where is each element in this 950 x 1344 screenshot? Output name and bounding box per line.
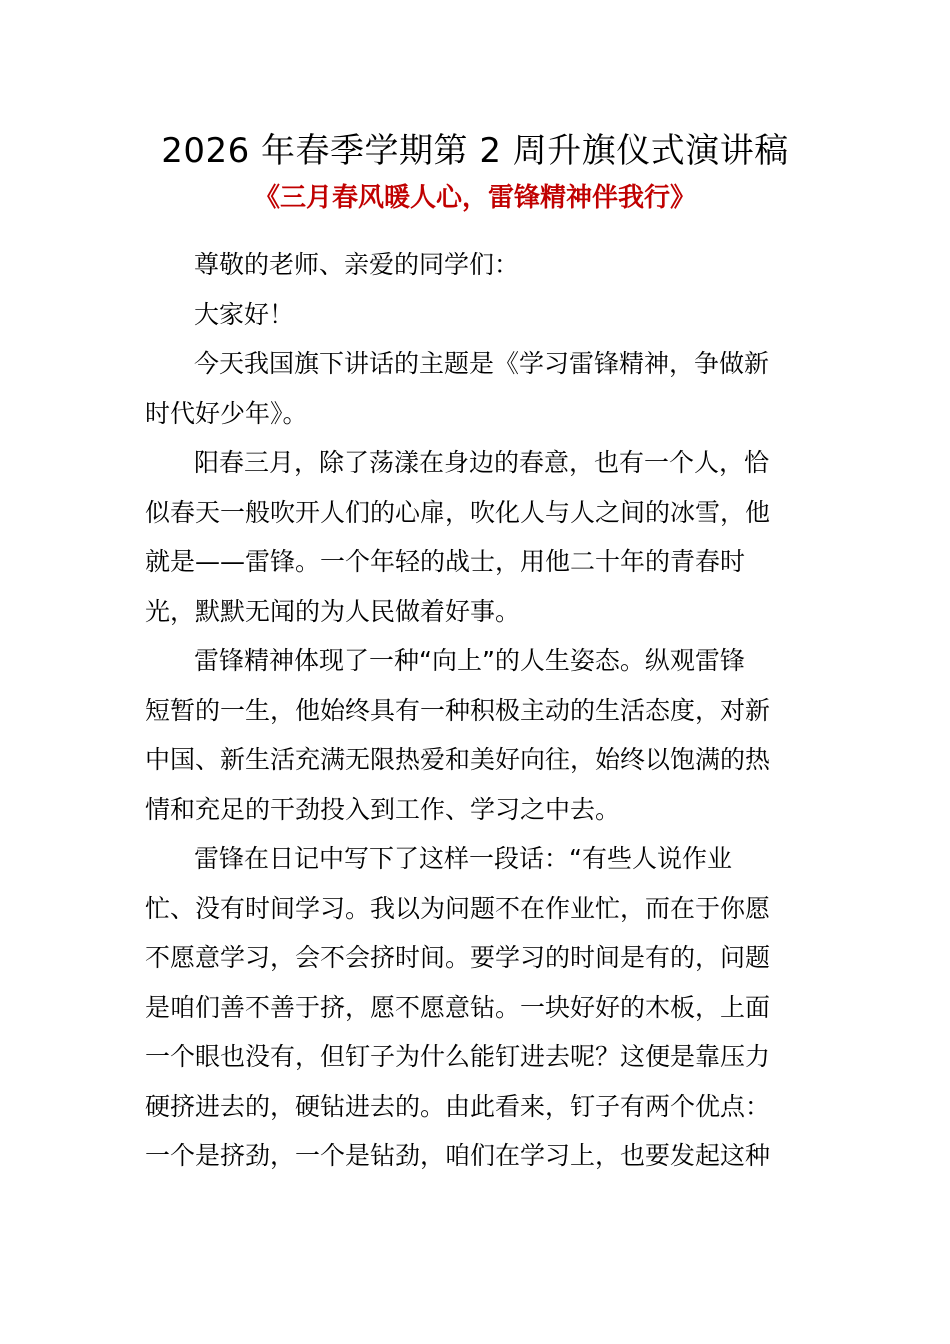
paragraph-line: 雷锋在日记中写下了这样一段话：“有些人说作业: [194, 844, 732, 873]
paragraph-line: 阳春三月，除了荡漾在身边的春意，也有一个人，恰: [194, 448, 770, 477]
paragraph-line: 大家好！: [194, 299, 295, 329]
paragraph-line: 雷锋精神体现了一种“向上”的人生姿态。纵观雷锋: [194, 646, 745, 675]
paragraph-line: 时代好少年》。: [145, 398, 308, 428]
paragraph-line: 似春天一般吹开人们的心扉，吹化人与人之间的冰雪，他: [145, 497, 771, 527]
paragraph-line: 情和充足的干劲投入到工作、学习之中去。: [145, 794, 621, 824]
paragraph-line: 不愿意学习，会不会挤时间。要学习的时间是有的，问题: [145, 943, 771, 972]
paragraph-line: 就是——雷锋。一个年轻的战士，用他二十年的青春时: [145, 547, 746, 576]
paragraph-line: 是咱们善不善于挤，愿不愿意钻。一块好好的木板，上面: [145, 992, 771, 1022]
document-title: 2026 年春季学期第 2 周升旗仪式演讲稿: [161, 131, 789, 171]
paragraph-line: 一个眼也没有，但钉子为什么能钉进去呢？这便是靠压力: [145, 1042, 771, 1071]
paragraph-line: 硬挤进去的，硬钻进去的。由此看来，钉子有两个优点：: [145, 1091, 771, 1121]
document-subtitle: 《三月春风暖人心，雷锋精神伴我行》: [253, 183, 696, 213]
paragraph-line: 尊敬的老师、亲爱的同学们：: [194, 250, 520, 279]
paragraph-line: 忙、没有时间学习。我以为问题不在作业忙，而在于你愿: [145, 893, 771, 923]
paragraph-line: 一个是挤劲，一个是钻劲，咱们在学习上，也要发起这种: [145, 1141, 771, 1170]
paragraph-line: 今天我国旗下讲话的主题是《学习雷锋精神，争做新: [194, 349, 770, 378]
document-body: [145, 240, 810, 1181]
paragraph-line: 中国、新生活充满无限热爱和美好向往，始终以饱满的热: [145, 745, 771, 774]
paragraph-line: 光，默默无闻的为人民做着好事。: [145, 596, 521, 626]
paragraph-line: 短暂的一生，他始终具有一种积极主动的生活态度，对新: [145, 695, 771, 725]
